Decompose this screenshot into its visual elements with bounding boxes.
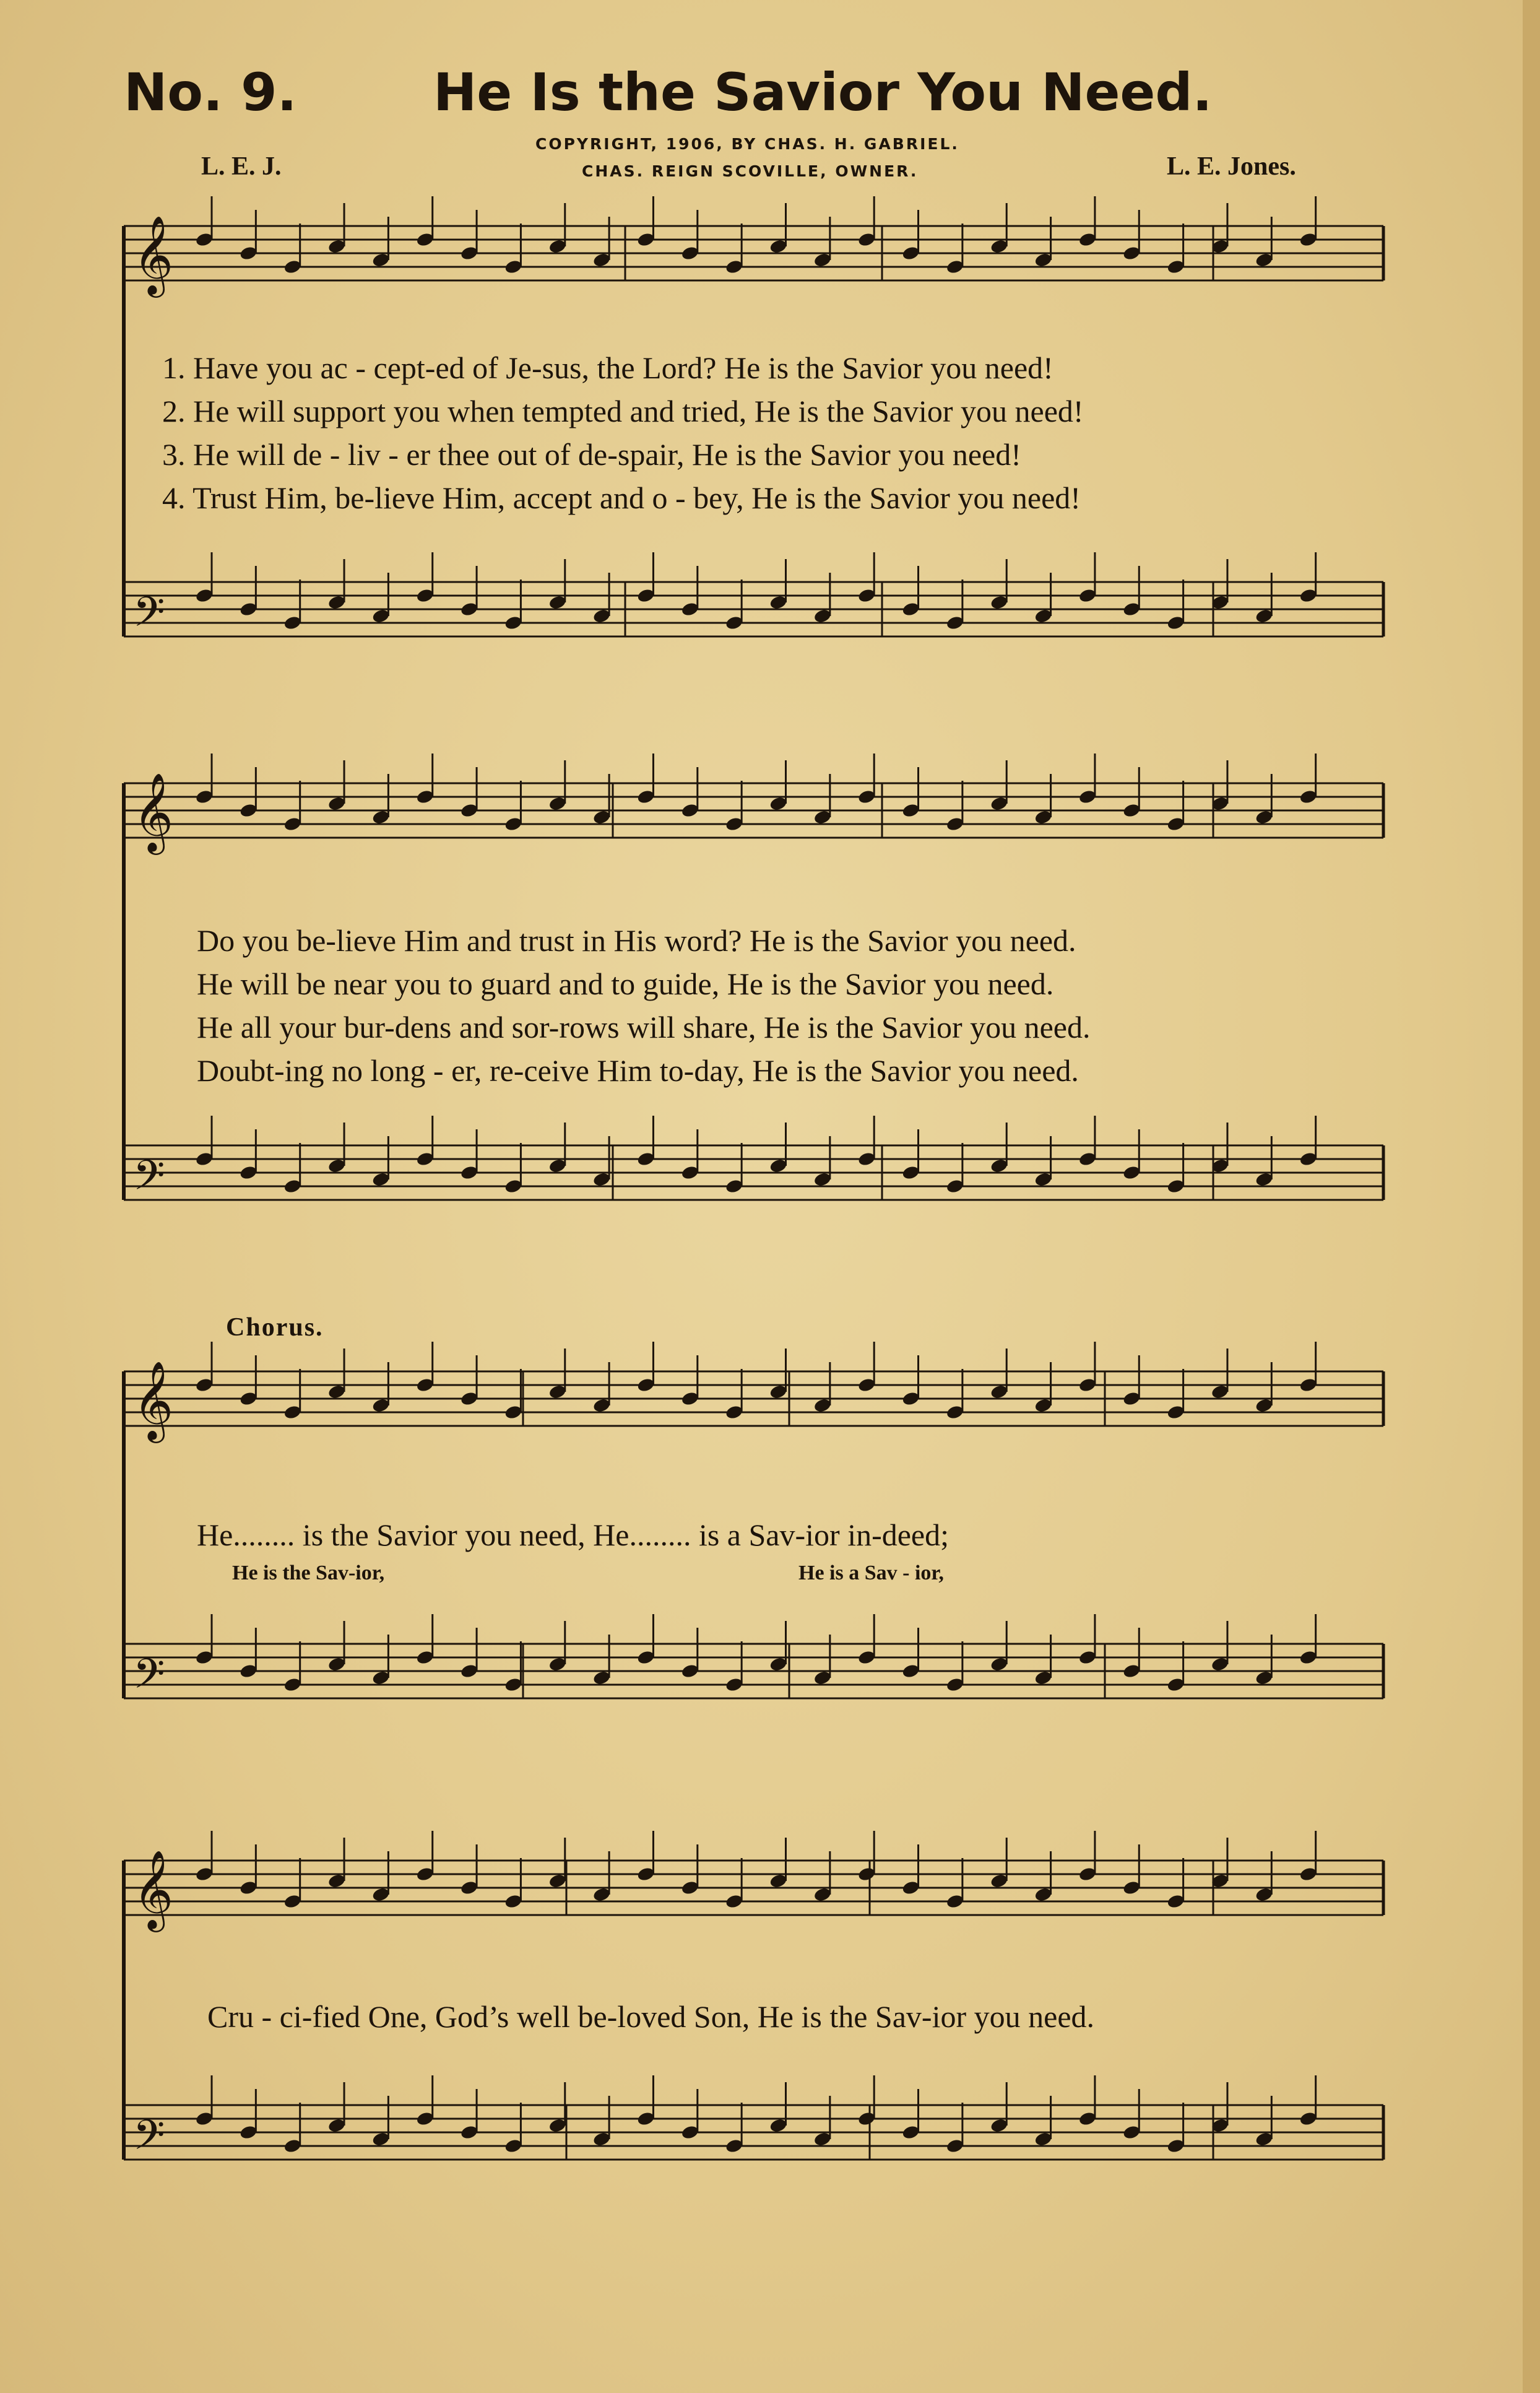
verse-1-line-b: Do you be-lieve Him and trust in His word? He is the Savior you need. — [197, 923, 1076, 958]
verse-4-line-a: 4. Trust Him, be-lieve Him, accept and o - bey, He is the Savior you need! — [162, 480, 1081, 515]
chorus-echo-2: He is a Sav - ior, — [798, 1561, 944, 1584]
treble-clef: 𝄞 — [133, 1849, 174, 1929]
treble-clef: 𝄞 — [133, 1360, 174, 1440]
verse-1-line-a: 1. Have you ac - cept-ed of Je-sus, the Lord? He is the Savior you need! — [162, 350, 1053, 385]
treble-clef: 𝄞 — [133, 215, 174, 294]
verse-3-line-b: He all your bur-dens and sor-rows will share, He is the Savior you need. — [197, 1010, 1091, 1044]
verse-2-line-a: 2. He will support you when tempted and tried, He is the Savior you need! — [162, 394, 1084, 428]
bass-clef: 𝄢 — [133, 588, 165, 646]
treble-clef: 𝄞 — [133, 772, 174, 851]
author-left: L. E. J. — [201, 152, 282, 181]
hymn-title: He Is the Savior You Need. — [433, 62, 1213, 123]
bass-clef: 𝄢 — [133, 2111, 165, 2169]
bass-clef: 𝄢 — [133, 1650, 165, 1708]
chorus-echo-1: He is the Sav-ior, — [232, 1561, 385, 1584]
bass-clef: 𝄢 — [133, 1152, 165, 1209]
verse-2-line-b: He will be near you to guard and to guide, He is the Savior you need. — [197, 966, 1054, 1001]
chorus-line-1: He........ is the Savior you need, He........ is a Sav-ior in-deed; — [197, 1518, 950, 1552]
copyright-line-1: COPYRIGHT, 1906, BY CHAS. H. GABRIEL. — [535, 135, 959, 153]
author-right: L. E. Jones. — [1167, 152, 1296, 181]
chorus-label: Chorus. — [226, 1313, 324, 1342]
copyright-line-2: CHAS. REIGN SCOVILLE, OWNER. — [582, 162, 919, 180]
hymn-number: No. 9. — [124, 62, 297, 123]
chorus-line-2: Cru - ci-fied One, God’s well be-loved Son, He is the Sav-ior you need. — [207, 1999, 1095, 2034]
verse-4-line-b: Doubt-ing no long - er, re-ceive Him to-day, He is the Savior you need. — [197, 1053, 1079, 1088]
verse-3-line-a: 3. He will de - liv - er thee out of de-spair, He is the Savior you need! — [162, 437, 1021, 472]
